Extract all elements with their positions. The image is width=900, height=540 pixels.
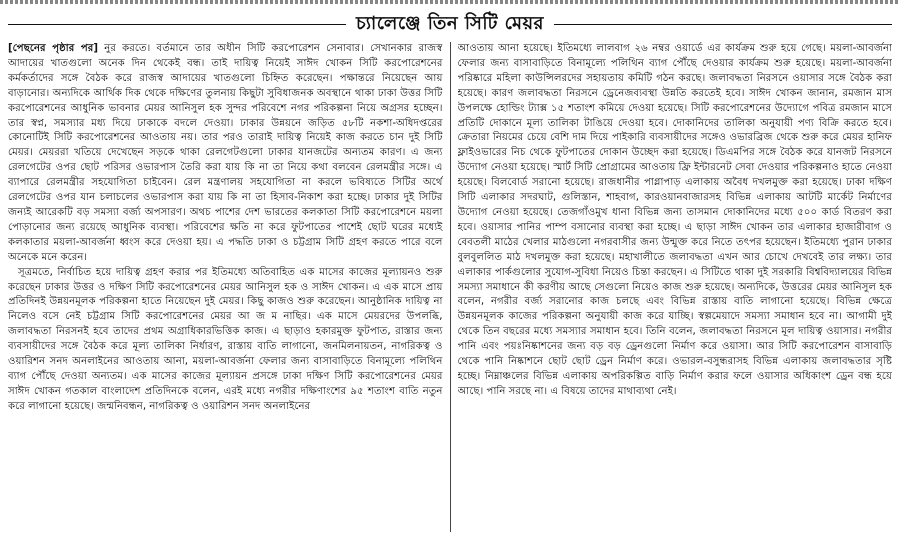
paragraph-text: নুর করতে। বর্তমানে তার অধীন সিটি করপোরেশন সেনাবার। সেখানকার রাজস্ব আদায়ের খাতগুলো অনেক দিন থেকেই বন্ধ। তাই দায়িত্ব নিয়েই সাঈদ খোকন সিটি করপোরেশনের কর্মকর্তাদের সঙ্গে বৈঠক করে রাজস্ব আদায়ের খাতগুলো চিহ্নিত করেছেন। পক্ষান্তরে নিয়েছেন আয় বাড়ানোর। অন্যদিকে আর্থিক দিক থেকে দক্ষিণের তুলনায় কিছুটা সুবিধাজনক অবস্থানে থাকা ঢাকা উত্তর সিটি করপোরেশনের আধুনিক ভাবনার মেয়র আনিসুল হক সুন্দর পরিবেশে নগর পরিকল্পনা নিয়ে অগ্রসর হচ্ছেন। তার স্বপ্ন, সমস্যার মধ্য দিয়ে ঢাকাকে বদলে দেওয়া। ঢাকার উন্নয়নে জড়িত ৫৮টি নকশা-অধিদপ্তরের কোনোটিই সিটি করপোরেশনের আওতায় নয়। তার পরও তারাই দায়িত্ব নিয়েই কাজ করতে চান দুই সিটি মেয়র। মেয়ররা খতিয়ে দেখেছেন সড়কে থাকা রেলগেটগুলো ঢাকার যানজটের অন্যতম কারণ। এ জন্য রেলগেটের ওপর ছোট পরিসর ওভারপাস তৈরি করা যায় কি না তা নিয়ে কথা বলবেন রেলমন্ত্রীর সঙ্গে। এ ব্যাপারে রেলমন্ত্রীর সহযোগিতা চাইবেন। রেল মন্ত্রণালয় সহযোগিতা না করলে ভবিষ্যতে সিটির অর্থে রেলগেটের ওপর যান চলাচলের ওভারপাস করা যায় কি না তা হিসাব-নিকাশ করা হচ্ছে। ঢাকার দুই সিটির জন্যই আরেকটি বড় সমস্যা বর্জ্য অপসারণ। অথচ পাশের দেশ ভারতের কলকাতা সিটি করপোরেশনে ময়লা পোড়ানোর জন্য রয়েছে আধুনিক ব্যবস্থা। পরিবেশের ক্ষতি না করে ফুটপাতের পাশেই ছোট ঘরের মধ্যেই কলকাতার ময়লা-আবর্জনা ধ্বংস করে দেওয়া হয়। এ পদ্ধতি ঢাকা ও চট্টগ্রাম সিটি গ্রহণ করতে পারে বলে অনেকে মনে করেন। [8, 43, 443, 263]
jump-label: [পেছনের পৃষ্ঠার পর] [8, 43, 99, 54]
article-column-right [458, 42, 893, 532]
column-divider [450, 42, 451, 532]
paragraph: সূত্রমতে, নির্বাচিত হয়ে দায়িত্ব গ্রহণ করার পর ইতিমধ্যে অতিবাহিত এক মাসের কাজের মূল্যায়নও শুরু করেছেন ঢাকার উত্তর ও দক্ষিণ সিটি করপোরেশনের মেয়র আনিসুল হক ও সাঈদ খোকন। এ এক মাসে প্রায় প্রতিদিনই উন্নয়নমূলক পরিকল্পনা হাতে নিয়েছেন দুই মেয়র। কিছু কাজও শুরু করেছেন। আনুষ্ঠানিক দায়িত্ব না নিলেও বসে নেই চট্টগ্রাম সিটি করপোরেশনের মেয়র আ জ ম নাছির। এক মাসে মেয়রদের উপলব্ধি, জলাবদ্ধতা নিরসনই হবে তাদের প্রথম অগ্রাধিকারভিত্তিক কাজ। এ ছাড়াও হকারমুক্ত ফুটপাত, রাস্তার জন্য ব্যবসায়ীদের সঙ্গে বৈঠক করে মূল্য তালিকা নির্ধারণ, রাস্তায় বাতি লাগানো, জনমিলনায়তন, নাগরিকত্ব ও ওয়ারিশন সনদ অনলাইনের আওতায় আনা, ময়লা-আবর্জনা ফেলার জন্য বাসাবাড়িতে বিনামূল্যে পলিথিন ব্যাগ পৌঁছে দেওয়া অন্যতম। এক মাসের কাজের মূল্যায়ন প্রসঙ্গে ঢাকা দক্ষিণ সিটি করপোরেশনের মেয়র সাঈদ খোকন গতকাল বাংলাদেশ প্রতিদিনকে বলেন, এরই মধ্যে নগরীর দক্ষিণাংশের ৯৫ শতাংশ বাতি নতুন করে লাগানো হয়েছে। জন্মনিবন্ধন, নাগরিকত্ব ও ওয়ারিশন সনদ অনলাইনের [8, 266, 443, 412]
top-border [0, 0, 900, 4]
article-column-left [8, 42, 443, 532]
paragraph: আওতায় আনা হয়েছে। ইতিমধ্যে লালবাগ ২৬ নম্বর ওয়ার্ডে এর কার্যক্রম শুরু হয়ে গেছে। ময়লা-আবর্জনা ফেলার জন্য বাসাবাড়িতে বিনামূল্যে পলিথিন ব্যাগ পৌঁছে দেওয়ার কার্যক্রম শুরু হয়েছে। ময়লা-আবর্জনা পরিষ্কারে মহিলা কাউন্সিলরদের সহায়তায় কমিটি গঠন করছে। জলাবদ্ধতা নিরসনে ওয়াসার সঙ্গে বৈঠক করা হয়েছে। কারণ জলাবদ্ধতা নিরসনে ড্রেনেজব্যবস্থা উন্নতি করতেই হবে। সাঈদ খোকন জানান, রমজান মাস উপলক্ষে হোল্ডিং ট্যাক্স ১৫ শতাংশ কমিয়ে দেওয়া হয়েছে। সিটি করপোরেশনের উদ্যোগে পবিত্র রমজান মাসে প্রতিটি দোকানে মূল্য তালিকা টাঙিয়ে দেওয়া হবে। দোকানিদের তালিকা অনুযায়ী পণ্য বিক্রি করতে হবে। ক্রেতারা নিয়মের চেয়ে বেশি দাম দিয়ে পাইকারি ব্যবসায়ীদের সঙ্গেও ওভারব্রিজ থেকে শুরু করে মেয়র হানিফ ফ্লাইওভারের নিচ থেকে ফুটপাতের দোকান উচ্ছেদ করা হয়েছে। ডিএমপির সঙ্গে বৈঠক করে যানজট নিরসনে উদ্যোগ নেওয়া হয়েছে। স্মার্ট সিটি প্রোগ্রামের আওতায় ফ্রি ইন্টারনেট সেবা দেওয়ার পরিকল্পনাও হাতে নেওয়া হয়েছে। বিলবোর্ড সরানো হয়েছে। রাজধানীর পাগ্লাপাড় এলাকায় অবৈধ দখলমুক্ত করা হয়েছে। ঢাকা দক্ষিণ সিটি এলাকার সদরঘাট, গুলিস্তান, শাহবাগ, কারওয়ানবাজারসহ বিভিন্ন এলাকায় আটটি মার্কেট নির্মাণের উদ্যোগ নেওয়া হয়েছে। তেজগাঁওমুখ ধানা বিভিন্ন জন্য তাসমান দোকানিদের মধ্যে ৫০০ কার্ড বিতরণ করা হবে। ওয়াসার পানির পাম্প বসানোর ব্যবস্থা করা হচ্ছে। এ ছাড়া সাঈদ খোকন তার এলাকার হাজারীবাগ ও বেবতলী মাঠের খেলার মাঠগুলো নগরবাসীর জন্য উন্মুক্ত করে নিতে তৎপর হয়েছেন। ইতিমধ্যে পুরান ঢাকার বুলবুললিত মাঠ দখলমুক্ত করা হয়েছে। মহাখালীতে জলাবদ্ধতা এখন আর চোখে দেখবেই তার লক্ষ্য। তার এলাকার পার্কগুলোর সুযোগ-সুবিধা নিয়েও চিন্তা করছেন। এ সিটিতে থাকা দুই সরকারি বিশ্ববিদ্যালয়ের বিভিন্ন সমস্যা সমাধানে কী করণীয় আছে সেগুলো নিয়েও কাজ শুরু হয়েছে। অন্যদিকে, উত্তরের মেয়র আনিসুল হক বলেন, নগরীর বর্জ্য সরানোর কাজ চলছে এবং বিভিন্ন রাস্তায় বাতি লাগানো হয়েছে। বিভিন্ন ক্ষেত্রে উন্নয়নমূলক কাজের পরিকল্পনা অনুযায়ী কাজ করে যাচ্ছি। স্বল্পমেয়াদে সমস্যা সমাধান হবে না। আগামী দুই থেকে তিন বছরের মধ্যে সমস্যার সমাধান হবে। তিনি বলেন, জলাবদ্ধতা নিরসনে মূল দায়িত্ব ওয়াসার। নগরীর পানি এবং পয়ঃনিষ্কাশনের জন্য বড় বড় ড্রেনগুলো নির্মাণ করে ওয়াসা। আর সিটি করপোরেশন বাসাবাড়ি থেকে পানি নিষ্কাশনে ছোট ছোট ড্রেন নির্মাণ করে। ওভারল-বসুন্ধরাসহ বিভিন্ন এলাকায় জলাবদ্ধতার সৃষ্টি হচ্ছে। নিম্নাঞ্চলের বিভিন্ন এলাকায় অপরিকল্পিত বাড়ি নির্মাণ করার ফলে ওয়াসার অধিকাংশ ড্রেন বন্ধ হয়ে আছে। পানি সরছে না। এ বিষয়ে তাদের মাথাব্যথা নেই। [457, 43, 892, 397]
headline-row [8, 10, 892, 38]
headline-rule-right [554, 24, 892, 25]
headline-rule-left [8, 24, 346, 25]
article-body [8, 42, 892, 532]
headline: চ্যালেঞ্জে তিন সিটি মেয়র [356, 12, 544, 34]
paragraph [8, 42, 443, 266]
